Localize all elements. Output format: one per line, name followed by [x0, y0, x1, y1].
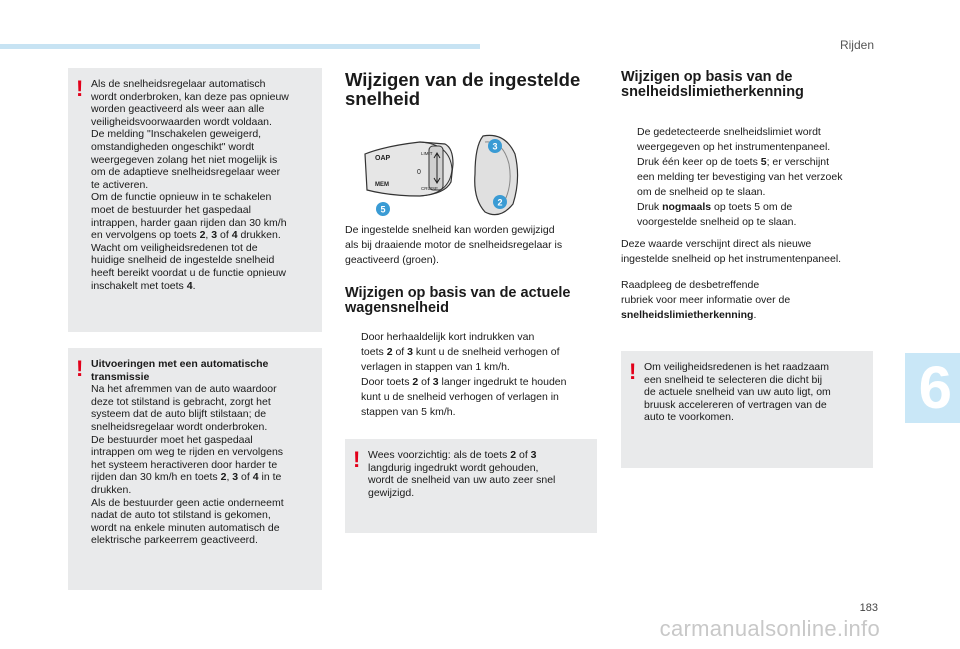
text-line: Als de snelheidsregelaar automatisch: [91, 78, 266, 90]
text-line: veiligheidsvoorwaarden wordt voldaan.: [91, 115, 272, 128]
heading-current-speed: Wijzigen op basis van de actuele wagensnelheid: [345, 285, 571, 316]
page-number: 183: [859, 602, 878, 614]
watermark: carmanualsonline.info: [659, 616, 880, 641]
text-line: worden geactiveerd als weer aan alle: [91, 103, 265, 116]
stalk-label-zero: 0: [417, 169, 421, 176]
result-paragraph: Deze waarde verschijnt direct als nieuwe ingestelde snelheid op het instrumentenpaneel.: [621, 238, 842, 265]
text-line: deze tot stilstand is gebracht, zorgt het: [91, 395, 271, 408]
text-line: snelheidsregelaar wordt onderbroken.: [91, 420, 268, 433]
text-line: heeft bereikt voordat u de functie opnieuw: [91, 266, 286, 279]
text-line: gewijzigd.: [368, 486, 415, 499]
text-line: wordt na enkele minuten automatisch de: [91, 521, 280, 534]
text-line: rijden dan 30 km/h en toets 2, 3 of 4 in te: [91, 471, 282, 484]
text-line: om de adaptieve snelheidsregelaar weer: [91, 166, 281, 179]
text-line: langdurig ingedrukt wordt gehouden,: [368, 461, 539, 474]
stalk-label-cruise: CRUISE: [421, 186, 439, 191]
text-line: De bestuurder moet het gaspedaal: [91, 433, 253, 446]
text-line: inschakelt met toets 4.: [91, 279, 196, 292]
warning-box-hold-button: [345, 439, 597, 533]
warning-box-safety: [621, 351, 873, 468]
badge-3: 3: [492, 141, 498, 152]
text-line: Wacht om veiligheidsredenen tot de: [91, 241, 258, 254]
text-line: de actuele snelheid van uw auto ligt, om: [644, 386, 831, 399]
heading-speed-limit-recognition: Wijzigen op basis van de snelheidslimietherkenning: [621, 69, 804, 100]
intro-paragraph: De ingestelde snelheid kan worden gewijzigd als bij draaiende motor de snelheidsregelaar is geactiveerd (groen).: [345, 224, 563, 266]
reference-paragraph: Raadpleeg de desbetreffende rubriek voor meer informatie over de snelheidslimietherkenning.: [621, 279, 791, 321]
list-item: Druk één keer op de toets 5; er verschijnt een melding ter bevestiging van het verzoek om de snelheid op te slaan.: [637, 156, 843, 198]
text-line: het systeem heractiveren door harder te: [91, 458, 278, 471]
section-title: Rijden: [839, 38, 874, 52]
text-line: drukken.: [91, 483, 132, 496]
text-line: omstandigheden ongeschikt" wordt: [91, 140, 255, 153]
list-item: Door toets 2 of 3 langer ingedrukt te houden kunt u de snelheid verhogen of verlagen in stappen van 5 km/h.: [361, 376, 567, 418]
text-line: wordt de snelheid van uw auto zeer snel: [368, 474, 556, 487]
warning-icon: !: [353, 447, 361, 472]
text-line: Na het afremmen van de auto waardoor: [91, 383, 277, 396]
text-line: wordt onderbroken, kan deze pas opnieuw: [91, 90, 289, 103]
steps-speed-limit: [621, 125, 883, 230]
text-line: Wees voorzichtig: als de toets 2 of 3: [368, 449, 537, 461]
text-line: nadat de auto tot stilstand is gekomen,: [91, 509, 271, 522]
text-line: bruusk accelereren of vertragen van de: [644, 398, 827, 411]
text-line: huidige snelheid de ingestelde snelheid: [91, 254, 275, 267]
chapter-tab: 6: [905, 353, 960, 423]
box-title: Uitvoeringen met een automatische: [91, 358, 269, 370]
cruise-control-stalk-illustration: [345, 124, 525, 224]
stalk-label-mem: MEM: [375, 182, 389, 188]
warning-box-reactivation: [68, 68, 322, 332]
text-line: Om de functie opnieuw in te schakelen: [91, 191, 272, 204]
text-line: De melding "Inschakelen geweigerd,: [91, 128, 262, 141]
header-accent-bar: [0, 44, 480, 49]
text-line: intrappen om weg te rijden en vervolgens: [91, 446, 284, 459]
text-line: weergegeven zolang het niet mogelijk is: [91, 153, 278, 166]
box-title: transmissie: [91, 370, 150, 383]
list-item: De gedetecteerde snelheidslimiet wordt weergegeven op het instrumentenpaneel.: [637, 126, 831, 153]
badge-2: 2: [497, 197, 503, 208]
text-line: te activeren.: [91, 178, 149, 191]
text-line: moet de bestuurder het gaspedaal: [91, 203, 251, 216]
list-item: Door herhaaldelijk kort indrukken van toets 2 of 3 kunt u de snelheid verhogen of verlagen in stappen van 1 km/h.: [361, 331, 560, 373]
heading-change-set-speed: Wijzigen van de ingestelde snelheid: [345, 69, 581, 109]
list-item: Druk nogmaals op toets 5 om de voorgestelde snelheid op te slaan.: [637, 201, 797, 228]
warning-box-automatic-transmission: [68, 348, 322, 590]
warning-icon: !: [76, 76, 84, 101]
text-line: Als de bestuurder geen actie onderneemt: [91, 496, 284, 509]
badge-5: 5: [380, 204, 386, 215]
text-line: een snelheid te selecteren die dicht bij: [644, 373, 823, 386]
text-line: en vervolgens op toets 2, 3 of 4 drukken.: [91, 229, 281, 242]
text-line: Om veiligheidsredenen is het raadzaam: [644, 361, 830, 373]
steps-current-speed: [345, 330, 603, 420]
stalk-label-limit: LIMIT: [421, 151, 433, 156]
text-line: systeem dat de auto blijft stilstaan; de: [91, 408, 267, 421]
stalk-label-oap: OAP: [375, 155, 391, 162]
text-line: auto te voorkomen.: [644, 411, 734, 424]
warning-icon: !: [629, 359, 637, 384]
text-line: intrappen, harder gaan rijden dan 30 km/h: [91, 216, 287, 229]
text-line: elektrische parkeerrem geactiveerd.: [91, 534, 258, 547]
warning-icon: !: [76, 356, 84, 381]
